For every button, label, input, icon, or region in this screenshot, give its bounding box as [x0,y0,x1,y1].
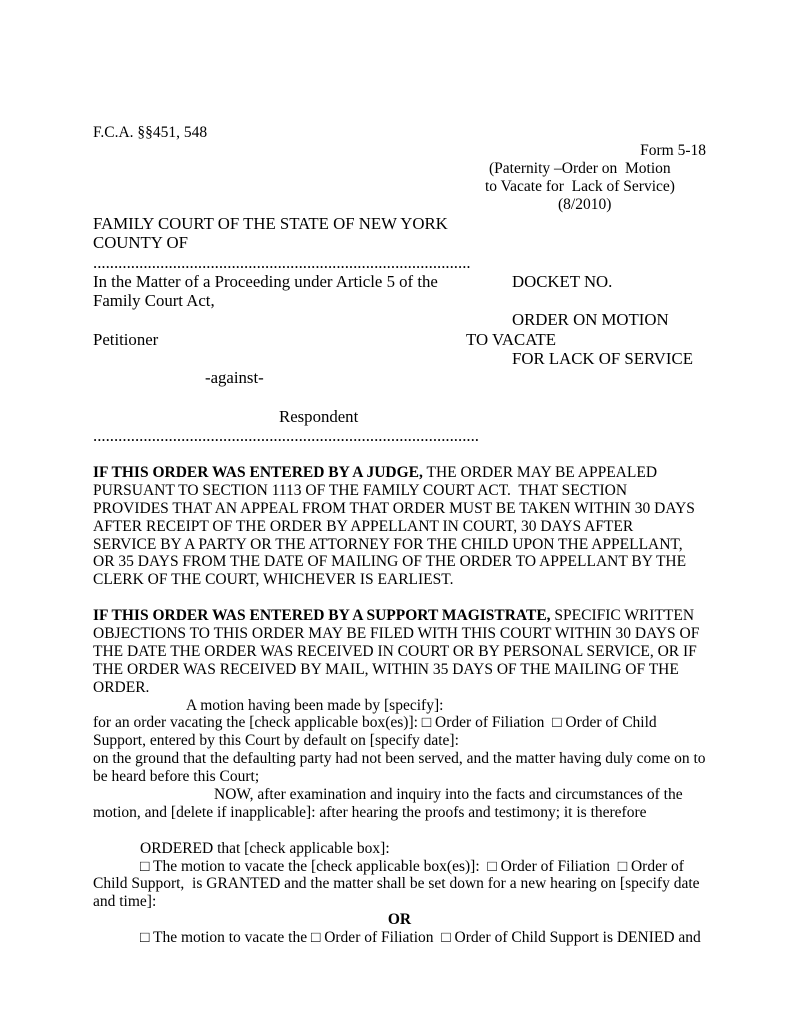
vacate-child-support-option: Order of Child [565,714,657,732]
caption-row-petitioner [93,330,706,349]
statute-citation: F.C.A. §§451, 548 [93,124,208,141]
form-title-line-2: to Vacate for Lack of Service) [485,178,675,195]
caption-row-respondent [93,407,706,426]
vacate-filiation-option: Order of Filiation [435,714,545,732]
judge-notice-heading: IF THIS ORDER WAS ENTERED BY A JUDGE, [93,464,423,481]
magistrate-notice-line: THE DATE THE ORDER WAS RECEIVED IN COURT OR BY PERSONAL SERVICE, OR IF [93,642,697,660]
granted-prefix: The motion to vacate the [check applicable box(es)]: [152,857,480,875]
form-title-line-1: (Paternity –Order on Motion [489,160,671,177]
docket-label: DOCKET NO. [512,271,613,291]
order-title-line-2: TO VACATE [466,329,556,349]
denied-child-support-checkbox-icon: □ [441,929,451,947]
denied-child-support-option: Order of Child Support is DENIED and [454,929,701,947]
magistrate-notice-text: SPECIFIC WRITTEN [554,607,695,625]
granted-end: and time]: [93,893,157,911]
vacating-line [93,714,706,732]
case-caption [93,214,706,446]
vacate-child-support-checkbox-icon: □ [552,714,562,732]
judge-notice-text: THE ORDER MAY BE APPEALED [426,464,658,481]
order-body [93,464,706,947]
denied-prefix: The motion to vacate the [152,929,308,947]
granted-continuation: Child Support, is GRANTED and the matter shall be set down for a new hearing on [specify date [93,875,700,893]
judge-notice-line-1 [93,464,706,482]
order-title-line-3: FOR LACK OF SERVICE [512,349,693,369]
judge-notice-line: AFTER RECEIPT OF THE ORDER BY APPELLANT IN COURT, 30 DAYS AFTER [93,517,634,535]
caption-row-matter [93,272,706,291]
petitioner-label: Petitioner [93,329,159,349]
caption-separator-bottom: ............................................................................................ [93,426,479,446]
granted-filiation-checkbox-icon: □ [487,857,497,875]
magistrate-notice-heading: IF THIS ORDER WAS ENTERED BY A SUPPORT MAGISTRATE, [93,607,551,625]
form-number: Form 5-18 [640,142,706,159]
denied-filiation-option: Order of Filiation [324,929,434,947]
now-line: NOW, after examination and inquiry into the facts and circumstances of the [214,786,683,804]
or-separator: OR [387,911,412,929]
ordered-intro: ORDERED that [check applicable box]: [140,839,390,857]
motion-made-line: A motion having been made by [specify]: [186,696,444,714]
judge-notice-line: PROVIDES THAT AN APPEAL FROM THAT ORDER MUST BE TAKEN WITHIN 30 DAYS [93,499,695,517]
court-name: FAMILY COURT OF THE STATE OF NEW YORK [93,214,448,233]
paragraph-spacer [93,589,706,607]
matter-title-line-2: Family Court Act, [93,291,215,311]
denied-checkbox-icon: □ [140,929,150,947]
granted-checkbox-icon: □ [140,857,150,875]
judge-notice-line: CLERK OF THE COURT, WHICHEVER IS EARLIEST. [93,571,454,589]
caption-row-order-title-3 [93,349,706,368]
matter-title-line-1: In the Matter of a Proceeding under Article 5 of the [93,271,438,291]
granted-child-support-checkbox-icon: □ [617,857,628,875]
magistrate-notice-line-1 [93,607,706,625]
motion-line: motion, and [delete if inapplicable]: after hearing the proofs and testimony; it is therefore [93,803,647,821]
denied-line [93,929,706,947]
vacate-filiation-checkbox-icon: □ [421,714,432,732]
magistrate-notice-line: OBJECTIONS TO THIS ORDER MAY BE FILED WITH THIS COURT WITHIN 30 DAYS OF [93,625,700,643]
order-title-line-1: ORDER ON MOTION [512,310,669,330]
judge-notice-line: PURSUANT TO SECTION 1113 OF THE FAMILY COURT ACT. THAT SECTION [93,481,628,499]
magistrate-notice-line: ORDER. [93,678,150,696]
vacating-prefix: for an order vacating the [check applicable box(es)]: [93,714,418,732]
caption-row-against [93,368,706,387]
caption-spacer [93,388,706,407]
granted-line [93,858,706,876]
heard-line: be heard before this Court; [93,768,260,786]
vacating-continuation: Support, entered by this Court by default on [specify date]: [93,732,459,750]
paragraph-spacer [93,822,706,840]
form-date: (8/2010) [558,196,612,213]
granted-filiation-option: Order of Filiation [500,857,610,875]
county-label: COUNTY OF [93,233,188,253]
judge-notice-line: SERVICE BY A PARTY OR THE ATTORNEY FOR THE CHILD UPON THE APPELLANT, [93,535,683,553]
magistrate-notice-line: THE ORDER WAS RECEIVED BY MAIL, WITHIN 35 DAYS OF THE MAILING OF THE [93,660,679,678]
denied-filiation-checkbox-icon: □ [310,929,321,947]
respondent-label: Respondent [279,406,359,426]
granted-child-support-option: Order of [630,857,684,875]
caption-separator-top: .......................................................................................... [93,252,471,272]
caption-row-order-title-1 [93,310,706,329]
against-label: -against- [205,368,264,388]
judge-notice-line: OR 35 DAYS FROM THE DATE OF MAILING OF THE ORDER TO APPELLANT BY THE [93,553,687,571]
ground-line: on the ground that the defaulting party had not been served, and the matter having duly come on to [93,750,706,768]
